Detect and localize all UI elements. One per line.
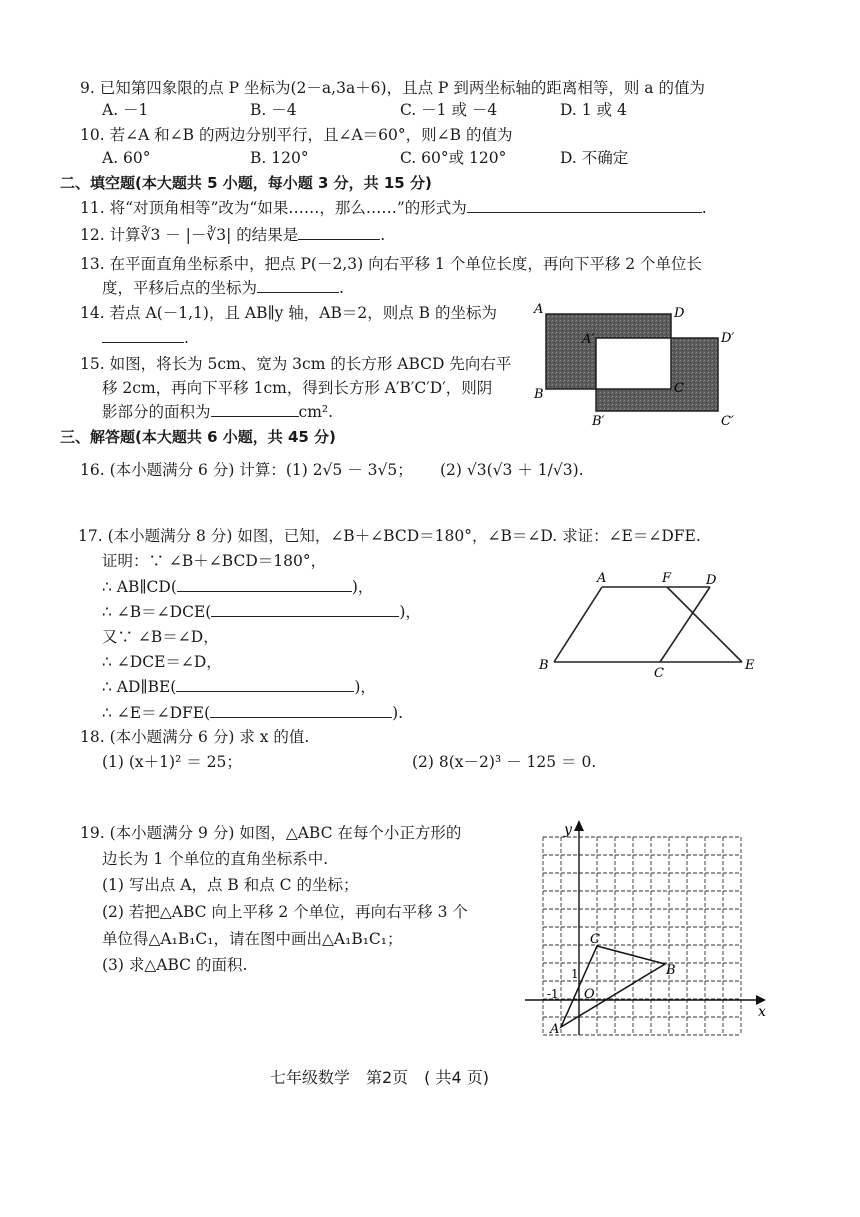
q17-line2-text: ∴ AB∥CD( <box>102 578 177 596</box>
q13-line2 <box>102 278 344 298</box>
q17-line7-end: ). <box>392 704 404 722</box>
figure-15 <box>528 300 753 430</box>
q16-part1: 16. (本小题满分 6 分) 计算：(1) 2√5 － 3√5； <box>80 461 413 479</box>
q13-end: . <box>339 279 344 297</box>
q13-text: 度，平移后点的坐标为 <box>102 279 258 297</box>
q12-blank[interactable] <box>298 225 380 240</box>
q9-option-a: A. －1 <box>102 101 149 119</box>
q19-line3: (1) 写出点 A，点 B 和点 C 的坐标； <box>102 876 359 894</box>
q17-blank-4[interactable] <box>210 703 392 718</box>
q14-line2 <box>102 328 189 348</box>
q15-line1: 15. 如图，将长为 5cm、宽为 3cm 的长方形 ABCD 先向右平 <box>80 355 512 373</box>
figure-19-grid <box>520 815 775 1045</box>
grid-lines <box>543 837 741 1035</box>
label-d: D <box>706 573 717 588</box>
q10-option-b: B. 120° <box>250 149 309 167</box>
q9-option-b: B. －4 <box>250 101 297 119</box>
q11-end: . <box>701 199 707 217</box>
label-c: C <box>590 932 600 947</box>
q17-line2-end: )， <box>351 578 374 596</box>
q14-blank[interactable] <box>102 328 184 343</box>
label-a-prime: A′ <box>582 332 595 347</box>
q12 <box>80 225 385 245</box>
q17-line2 <box>102 577 373 597</box>
q19-line4: (2) 若把△ABC 向上平移 2 个单位，再向右平移 3 个 <box>102 903 468 921</box>
q17-line3-end: )， <box>399 603 421 621</box>
q16-part2: (2) √3(√3 ＋ 1/√3). <box>440 461 584 479</box>
q19-line1: 19. (本小题满分 9 分) 如图，△ABC 在每个小正方形的 <box>80 824 462 842</box>
page-footer: 七年级数学 第2页 ( 共4 页) <box>270 1068 490 1087</box>
q12-text: 12. 计算∛3 － |－∛3| 的结果是 <box>80 226 299 244</box>
q17-line4: 又∵ ∠B＝∠D， <box>102 628 219 646</box>
q19-line5: 单位得△A₁B₁C₁，请在图中画出△A₁B₁C₁； <box>102 930 403 948</box>
q10-option-c: C. 60°或 120° <box>400 149 507 167</box>
q17-blank-1[interactable] <box>177 577 352 592</box>
q15-blank[interactable] <box>211 402 299 417</box>
q17-line5: ∴ ∠DCE＝∠D， <box>102 653 222 671</box>
label-b: B <box>666 963 676 978</box>
q17-line7-text: ∴ ∠E＝∠DFE( <box>102 704 211 722</box>
q15-line3 <box>102 402 333 422</box>
segment-dc <box>660 587 710 662</box>
q17-line6-end: )， <box>354 678 376 696</box>
q15-text: 影部分的面积为 <box>102 403 211 421</box>
triangle-abc <box>561 946 665 1027</box>
q18-part1: (1) (x＋1)² ＝ 25； <box>102 753 242 771</box>
q9-option-d: D. 1 或 4 <box>560 101 627 119</box>
label-c: C <box>674 381 684 396</box>
q17-line7 <box>102 703 403 723</box>
tick-neg1: -1 <box>547 987 559 1001</box>
q17-line1: 证明：∵ ∠B＋∠BCD＝180°， <box>102 552 327 570</box>
label-d-prime: D′ <box>721 331 735 346</box>
label-a: A <box>534 302 544 317</box>
y-axis-arrow <box>574 820 584 831</box>
q13-line1: 13. 在平面直角坐标系中，把点 P(－2,3) 向右平移 1 个单位长度，再向下平移 2 个单位长 <box>80 255 703 273</box>
q18-stem: 18. (本小题满分 6 分) 求 x 的值. <box>80 728 310 746</box>
q19-line2: 边长为 1 个单位的直角坐标系中. <box>102 850 329 868</box>
q10-stem: 10. 若∠A 和∠B 的两边分别平行，且∠A＝60°，则∠B 的值为 <box>80 126 513 144</box>
q14-end: . <box>184 329 189 347</box>
q17-line3-text: ∴ ∠B＝∠DCE( <box>102 603 212 621</box>
q13-blank[interactable] <box>257 278 339 293</box>
q11-blank[interactable] <box>467 198 702 213</box>
label-e: E <box>745 658 755 673</box>
label-b: B <box>539 658 549 673</box>
q19-line6: (3) 求△ABC 的面积. <box>102 956 248 974</box>
q9-stem: 9. 已知第四象限的点 P 坐标为(2－a,3a＋6)，且点 P 到两坐标轴的距离相等，则 a 的值为 <box>80 79 705 97</box>
q17-line6-text: ∴ AD∥BE( <box>102 678 177 696</box>
segment-fe <box>667 587 742 662</box>
figure-17 <box>530 565 770 685</box>
origin-label: O <box>584 987 595 1002</box>
q15-line2: 移 2cm，再向下平移 1cm，得到长方形 A′B′C′D′，则阴 <box>102 379 493 397</box>
y-axis-label: y <box>564 822 572 838</box>
segment-ab <box>554 587 602 662</box>
q10-option-d: D. 不确定 <box>560 149 629 167</box>
q17-line3 <box>102 602 421 622</box>
q17-blank-2[interactable] <box>211 602 399 617</box>
q17-line6 <box>102 677 376 697</box>
label-a: A <box>597 571 607 586</box>
q14-line1: 14. 若点 A(－1,1)，且 AB∥y 轴，AB＝2，则点 B 的坐标为 <box>80 304 497 322</box>
section-3-heading: 三、解答题(本大题共 6 小题，共 45 分) <box>60 428 336 446</box>
label-b: B <box>534 387 544 402</box>
label-f: F <box>662 571 672 586</box>
section-2-heading: 二、填空题(本大题共 5 小题，每小题 3 分，共 15 分) <box>60 174 432 192</box>
q18-part2: (2) 8(x－2)³ － 125 ＝ 0. <box>412 753 597 771</box>
tick-1: 1 <box>571 967 579 981</box>
q10-option-a: A. 60° <box>102 149 151 167</box>
label-a: A <box>550 1022 560 1037</box>
label-c: C <box>654 666 664 681</box>
overlap-region <box>596 338 671 389</box>
q11-text: 11. 将“对顶角相等”改为“如果……，那么……”的形式为 <box>80 199 467 217</box>
q12-end: . <box>380 226 386 244</box>
q9-option-c: C. －1 或 －4 <box>400 101 498 119</box>
q15-unit: cm². <box>298 403 334 421</box>
label-b-prime: B′ <box>592 414 605 429</box>
q17-stem: 17. (本小题满分 8 分) 如图，已知，∠B＋∠BCD＝180°，∠B＝∠D. 求证：∠E＝∠DFE. <box>78 527 701 545</box>
label-d: D <box>674 306 685 321</box>
q17-blank-3[interactable] <box>176 677 354 692</box>
q11 <box>80 198 707 218</box>
x-axis-label: x <box>758 1004 766 1020</box>
label-c-prime: C′ <box>721 414 734 429</box>
